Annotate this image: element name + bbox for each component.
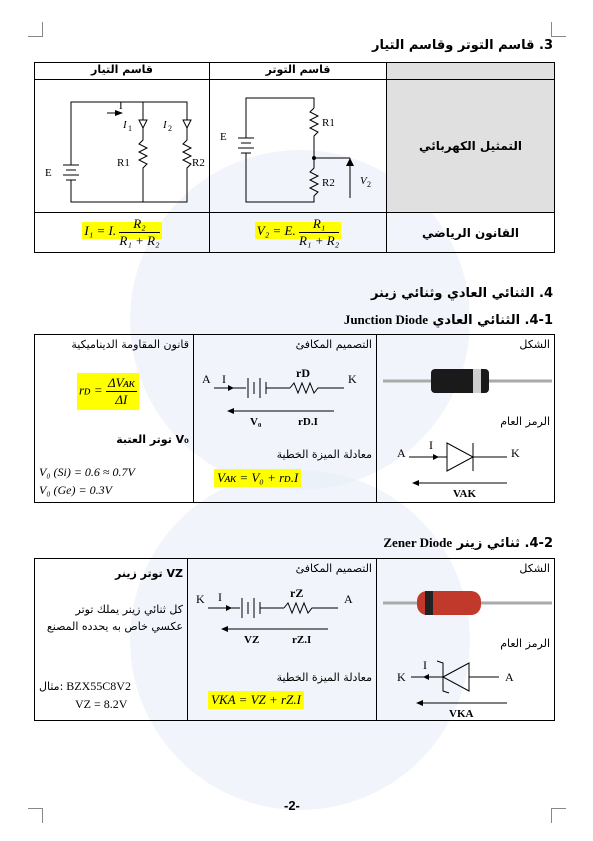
svg-text:I: I — [218, 590, 222, 604]
svg-text:A: A — [344, 592, 353, 606]
svg-text:K: K — [397, 670, 406, 684]
label-I1: I — [123, 119, 127, 131]
law-current-num: R₂ — [119, 216, 159, 233]
row-law-label: القانون الرياضي — [387, 213, 555, 253]
label-V2: V — [360, 175, 367, 187]
law-voltage-lhs: V₂ = E. — [256, 223, 296, 239]
svg-text:VAK: VAK — [453, 488, 477, 499]
svg-text:rD: rD — [296, 366, 310, 380]
rd-formula: rᴅ = $\frac{\text{ΔVᴀᴋ}}{\Delta I}$ — [77, 373, 139, 410]
dynamic-resistance-cell — [35, 335, 194, 503]
section-41-title: 4-1. الثنائي العادي Junction Diode — [343, 312, 553, 328]
threshold-label: V₀ توتر العتبة — [116, 433, 189, 446]
zener-description: كل ثنائي زينر يملك توتر عكسي خاص به يحدده المصنع — [46, 603, 183, 633]
label-R1: R1 — [322, 117, 335, 129]
current-divider-diagram — [35, 80, 209, 208]
law-voltage-num: R₁ — [299, 216, 339, 233]
label-R2: R2 — [322, 177, 335, 189]
linear-label: معادلة الميزة الخطية — [276, 671, 372, 684]
diode-symbol — [377, 435, 558, 499]
zener-info-cell — [35, 559, 188, 721]
zener-equiv-cell — [188, 559, 377, 721]
zener-shape-cell — [377, 559, 555, 721]
svg-text:2: 2 — [367, 180, 371, 189]
linear-label: معادلة الميزة الخطية — [276, 448, 372, 461]
section-42-title: 4-2. ثنائي زينر Zener Diode — [383, 535, 553, 551]
equiv-cell — [194, 335, 377, 503]
crop-mark — [551, 808, 566, 823]
diode-photo — [377, 361, 558, 401]
svg-text:I: I — [222, 372, 226, 386]
col-current-header: قاسم التيار — [35, 63, 210, 80]
current-divider-circuit — [35, 80, 210, 213]
svg-text:rZ: rZ — [290, 586, 304, 600]
svg-text:I: I — [429, 438, 433, 452]
zener-diode-table — [34, 558, 555, 721]
col-equiv-header: التصميم المكافئ — [295, 338, 372, 351]
junction-equiv-diagram — [194, 363, 376, 433]
shape-cell — [377, 335, 555, 503]
label-E: E — [220, 131, 227, 143]
col-shape-header: الشكل — [519, 562, 550, 575]
crop-mark — [28, 808, 43, 823]
label-R1: R1 — [117, 157, 130, 169]
crop-mark — [28, 22, 43, 37]
svg-text:I: I — [423, 658, 427, 672]
col-equiv-header: التصميم المكافئ — [295, 562, 372, 575]
svg-text:V₀: V₀ — [250, 416, 262, 428]
row-circuit-label: التمثيل الكهربائي — [387, 80, 555, 213]
col-dyn-header: قانون المقاومة الديناميكية — [71, 338, 189, 351]
svg-text:K: K — [348, 372, 357, 386]
junction-diode-table — [34, 334, 555, 503]
vsi-value: V₀ (Si) = 0.6 ≈ 0.7V — [39, 465, 135, 479]
zener-photo — [377, 583, 558, 623]
col-voltage-header: قاسم التوتر — [210, 63, 387, 80]
zener-example-value: VZ = 8.2V — [75, 697, 128, 711]
zener-equiv-diagram — [188, 583, 376, 653]
linear-equation: Vᴀᴋ = V₀ + rᴅ.I — [214, 469, 301, 487]
svg-text:VKA: VKA — [449, 708, 474, 719]
svg-text:rZ.I: rZ.I — [292, 634, 312, 646]
label-I: I — [119, 100, 123, 112]
col-shape-header: الشكل — [519, 338, 550, 351]
svg-text:1: 1 — [128, 124, 132, 133]
svg-text:K: K — [196, 592, 205, 606]
voltage-law — [210, 213, 387, 253]
law-current-den: R₁ + R₂ — [119, 233, 160, 248]
crop-mark — [551, 22, 566, 37]
symbol-label: الرمز العام — [500, 415, 550, 428]
page-number: -2- — [284, 798, 300, 813]
svg-text:A: A — [397, 446, 406, 460]
linear-equation: VKA = VZ + rZ.I — [208, 691, 304, 709]
law-current-lhs: I₁ = I. — [84, 223, 117, 239]
zener-example: مثال: BZX55C8V2 — [39, 679, 131, 693]
svg-text:A: A — [202, 372, 211, 386]
law-voltage-den: R₁ + R₂ — [298, 233, 340, 248]
divider-table — [34, 62, 555, 253]
section-3-title: 3. قاسم التوتر وقاسم التيار — [372, 38, 553, 53]
svg-text:2: 2 — [168, 124, 172, 133]
svg-text:A: A — [505, 670, 514, 684]
voltage-divider-diagram — [210, 80, 386, 208]
symbol-label: الرمز العام — [500, 637, 550, 650]
vz-title: VZ توتر زينر — [115, 567, 183, 580]
label-I2: I — [163, 119, 167, 131]
zener-symbol — [377, 655, 558, 719]
voltage-divider-circuit — [210, 80, 387, 213]
label-R2: R2 — [192, 157, 205, 169]
current-law — [35, 213, 210, 253]
svg-text:rD.I: rD.I — [298, 416, 318, 428]
svg-text:K: K — [511, 446, 520, 460]
label-E: E — [45, 167, 52, 179]
svg-text:VZ: VZ — [244, 634, 260, 646]
section-4-title: 4. الثنائي العادي وثنائي زينر — [370, 286, 553, 301]
vge-value: V₀ (Ge) = 0.3V — [39, 483, 112, 497]
